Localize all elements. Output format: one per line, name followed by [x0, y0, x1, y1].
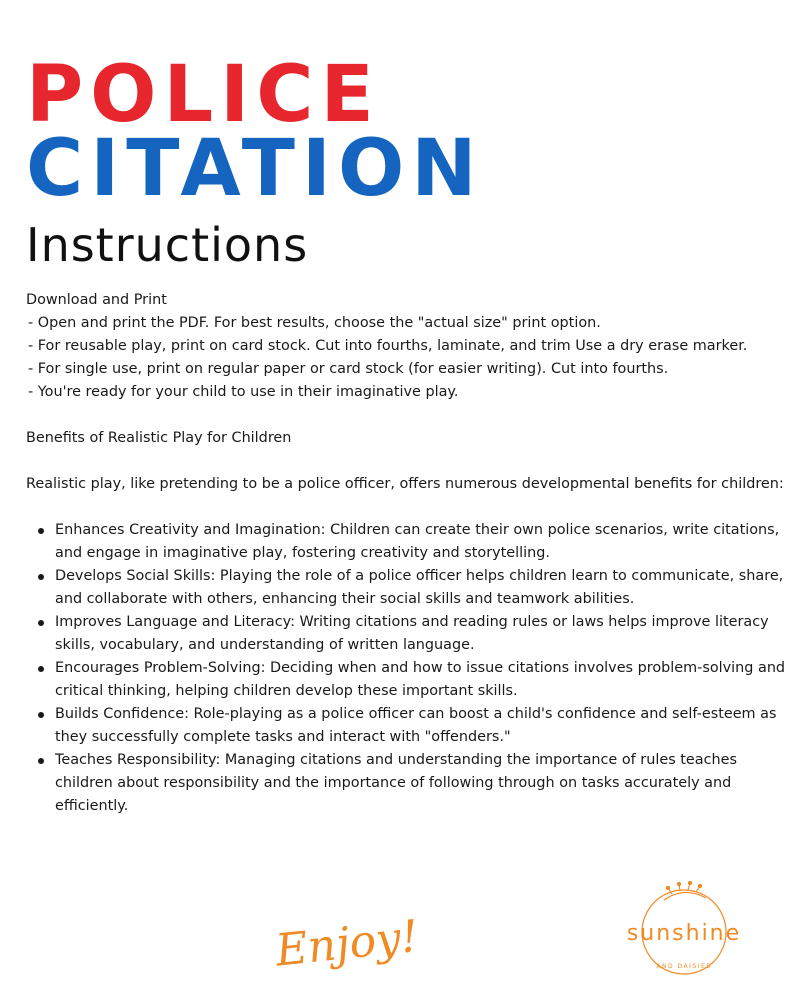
download-step-2: - For reusable play, print on card stock. Cut into fourths, laminate, and trim Use a dry erase marker.: [28, 338, 748, 354]
download-step-4: - You're ready for your child to use in their imaginative play.: [28, 384, 459, 400]
benefit-item: Enhances Creativity and Imagination: Children can create their own police scenarios, write citations, and engage in imaginative play, fostering creativity and storytelling.: [26, 519, 788, 565]
download-step-1: - Open and print the PDF. For best results, choose the "actual size" print option.: [28, 315, 601, 331]
enjoy-signature: [270, 890, 421, 990]
instructions-heading: Instructions: [26, 218, 309, 272]
flower-sprig-icon: [664, 881, 706, 900]
download-step-3: - For single use, print on regular paper or card stock (for easier writing). Cut into fourths.: [28, 361, 669, 377]
logo-main-text: sunshine: [626, 921, 742, 946]
benefit-item: Develops Social Skills: Playing the role of a police officer helps children learn to communicate, share, and collaborate with others, enhancing their social skills and teamwork abilities.: [26, 565, 788, 611]
benefits-heading: Benefits of Realistic Play for Children: [26, 430, 292, 446]
benefit-item: Builds Confidence: Role-playing as a police officer can boost a child's confidence and self-esteem as they successfully complete tasks and interact with "offenders.": [26, 703, 788, 749]
spacer: [26, 496, 788, 519]
benefits-intro: Realistic play, like pretending to be a police officer, offers numerous developmental benefits for children:: [26, 476, 784, 492]
spacer: [26, 404, 788, 427]
benefit-item: Encourages Problem-Solving: Deciding when and how to issue citations involves problem-solving and critical thinking, helping children develop these important skills.: [26, 657, 788, 703]
enjoy-text: Enjoy!: [273, 910, 421, 977]
body-text: [26, 289, 788, 818]
benefit-item: Teaches Responsibility: Managing citations and understanding the importance of rules teaches children about responsibility and the importance of following through on tasks accurately and efficiently.: [26, 749, 788, 818]
benefits-list: [26, 519, 788, 818]
title-police: POLICE: [26, 50, 381, 140]
download-heading: Download and Print: [26, 292, 167, 308]
sunshine-logo: [614, 876, 754, 986]
logo-sub-text: AND DAISIES: [656, 963, 712, 970]
spacer: [26, 450, 788, 473]
benefit-item: Improves Language and Literacy: Writing citations and reading rules or laws helps improve literacy skills, vocabulary, and understanding of written language.: [26, 611, 788, 657]
title-citation: CITATION: [26, 124, 484, 214]
